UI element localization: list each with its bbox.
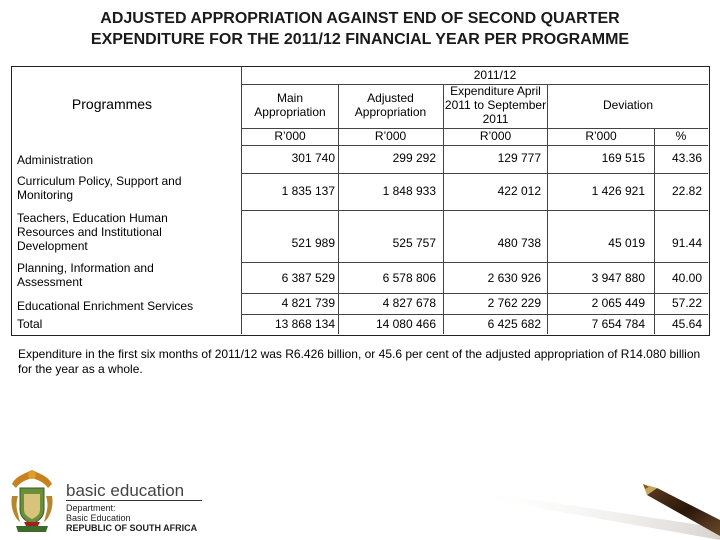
row-expenditure: 2 630 926 bbox=[487, 271, 541, 285]
row-main: 13 868 134 bbox=[274, 317, 335, 331]
grid-line bbox=[241, 314, 708, 315]
year-header: 2011/12 bbox=[473, 68, 517, 82]
row-programme: Teachers, Education Human Resources and Institutional Development bbox=[17, 211, 168, 253]
unit-expenditure: R’000 bbox=[479, 129, 512, 143]
row-main: 6 387 529 bbox=[281, 271, 335, 285]
grid-line bbox=[241, 210, 708, 211]
row-adjusted: 14 080 466 bbox=[375, 317, 436, 331]
row-programme: Planning, Information and Assessment bbox=[17, 261, 154, 289]
unit-main: R’000 bbox=[274, 129, 306, 143]
row-adjusted: 1 848 933 bbox=[382, 184, 436, 198]
row-percent: 57.22 bbox=[671, 296, 702, 310]
row-programme: Administration bbox=[17, 153, 94, 167]
row-expenditure: 422 012 bbox=[497, 184, 541, 198]
dept-line-1: Department: bbox=[66, 503, 116, 513]
grid-line bbox=[241, 145, 708, 146]
row-expenditure: 6 425 682 bbox=[487, 317, 541, 331]
unit-adjusted: R’000 bbox=[374, 129, 407, 143]
unit-deviation: R’000 bbox=[585, 129, 617, 143]
brand-name: basic education bbox=[66, 481, 185, 500]
summary-note: Expenditure in the first six months of 2011/12 was R6.426 billion, or 45.6 per cent of the adjusted appropriation of R14.080 billion for the year as a whole. bbox=[18, 347, 701, 376]
programmes-header: Programmes bbox=[71, 96, 153, 112]
row-percent: 45.64 bbox=[671, 317, 702, 331]
grid-line bbox=[241, 293, 708, 294]
main-appropriation-header: Main Appropriation bbox=[254, 91, 326, 119]
row-main: 301 740 bbox=[291, 151, 335, 165]
pen-icon bbox=[585, 440, 720, 540]
row-deviation: 7 654 784 bbox=[591, 317, 645, 331]
grid-line bbox=[241, 262, 708, 263]
row-deviation: 45 019 bbox=[608, 236, 645, 250]
grid-line bbox=[241, 173, 708, 174]
row-percent: 91.44 bbox=[671, 236, 702, 250]
row-deviation: 3 947 880 bbox=[591, 271, 645, 285]
row-adjusted: 4 827 678 bbox=[382, 296, 436, 310]
row-percent: 43.36 bbox=[671, 151, 702, 165]
coat-of-arms-logo bbox=[6, 466, 58, 536]
deviation-header: Deviation bbox=[602, 98, 654, 112]
row-percent: 40.00 bbox=[671, 271, 702, 285]
dept-line-3: REPUBLIC OF SOUTH AFRICA bbox=[66, 523, 198, 533]
row-adjusted: 6 578 806 bbox=[382, 271, 436, 285]
slide-title bbox=[0, 8, 720, 50]
row-programme: Educational Enrichment Services bbox=[17, 299, 194, 313]
department-block bbox=[66, 503, 197, 533]
row-expenditure: 480 738 bbox=[497, 236, 541, 250]
row-main: 521 989 bbox=[291, 236, 335, 250]
title-line-2: EXPENDITURE FOR THE 2011/12 FINANCIAL YEAR PER PROGRAMME bbox=[90, 31, 630, 48]
row-deviation: 169 515 bbox=[601, 151, 645, 165]
row-main: 1 835 137 bbox=[281, 184, 335, 198]
row-expenditure: 129 777 bbox=[497, 151, 541, 165]
unit-percent: % bbox=[675, 129, 687, 143]
row-percent: 22.82 bbox=[671, 184, 702, 198]
row-programme: Curriculum Policy, Support and Monitoring bbox=[17, 174, 182, 202]
row-programme: Total bbox=[17, 317, 43, 331]
title-line-1: ADJUSTED APPROPRIATION AGAINST END OF SECOND QUARTER bbox=[100, 10, 620, 27]
row-main: 4 821 739 bbox=[281, 296, 335, 310]
row-adjusted: 299 292 bbox=[392, 151, 436, 165]
row-deviation: 1 426 921 bbox=[591, 184, 645, 198]
brand-divider bbox=[66, 500, 202, 501]
row-expenditure: 2 762 229 bbox=[487, 296, 541, 310]
row-adjusted: 525 757 bbox=[392, 236, 436, 250]
dept-line-2: Basic Education bbox=[66, 513, 131, 523]
expenditure-header: Expenditure April 2011 to September 2011 bbox=[444, 84, 547, 126]
row-deviation: 2 065 449 bbox=[591, 296, 645, 310]
adjusted-appropriation-header: Adjusted Appropriation bbox=[354, 91, 427, 119]
